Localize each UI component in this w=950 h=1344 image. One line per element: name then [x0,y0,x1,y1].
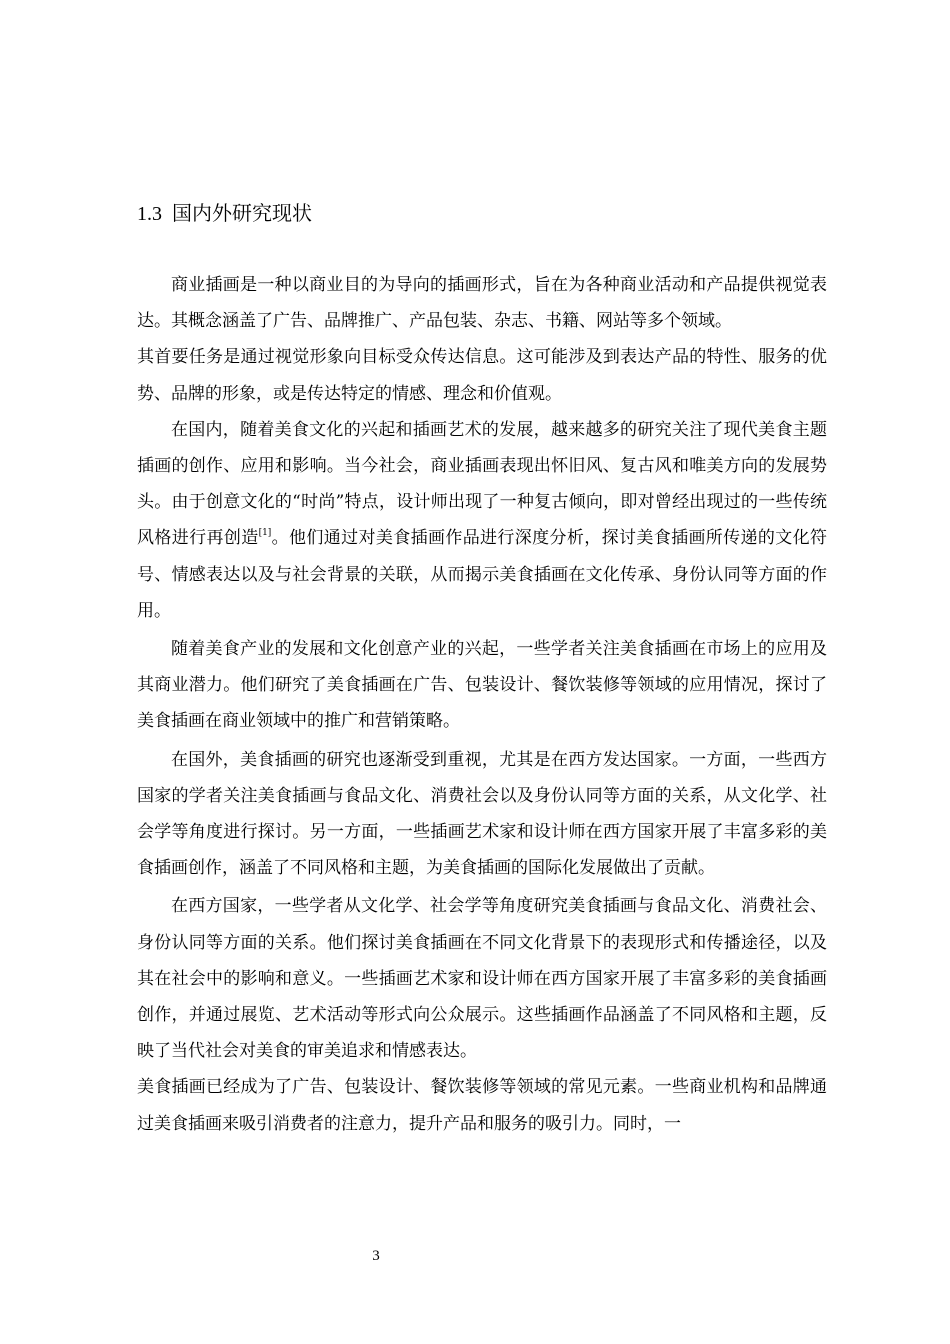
paragraph-domestic-research [137,412,827,629]
paragraph-commercial-illustration-definition: 商业插画是一种以商业目的为导向的插画形式，旨在为各种商业活动和产品提供视觉表达。其概念涵盖了广告、品牌推广、产品包装、杂志、书籍、网站等多个领域。 [137,275,827,332]
paragraph-commercial-elements: 美食插画已经成为了广告、包装设计、餐饮装修等领域的常见元素。一些商业机构和品牌通过美食插画来吸引消费者的注意力，提升产品和服务的吸引力。同时，一 [137,1077,827,1134]
paragraph-foreign-research: 在国外，美食插画的研究也逐渐受到重视，尤其是在西方发达国家。一方面，一些西方国家的学者关注美食插画与食品文化、消费社会以及身份认同等方面的关系，从文化学、社会学等角度进行探讨。另一方面，一些插画艺术家和设计师在西方国家开展了丰富多彩的美食插画创作，涵盖了不同风格和主题，为美食插画的国际化发展做出了贡献。 [137,749,827,879]
paragraph-primary-task: 其首要任务是通过视觉形象向目标受众传达信息。这可能涉及到表达产品的特性、服务的优势、品牌的形象，或是传达特定的情感、理念和价值观。 [137,347,827,404]
paragraph-market-application: 随着美食产业的发展和文化创意产业的兴起，一些学者关注美食插画在市场上的应用及其商业潜力。他们研究了美食插画在广告、包装设计、餐饮装修等领域的应用情况，探讨了美食插画在商业领域中的推广和营销策略。 [137,639,827,732]
citation-reference: [1] [258,527,272,538]
section-title: 国内外研究现状 [172,201,312,225]
section-number: 1.3 [137,203,162,225]
body-text [137,267,827,1142]
domestic-research-text-a: 在国内，随着美食文化的兴起和插画艺术的发展，越来越多的研究关注了现代美食主题插画的创作、应用和影响。当今社会，商业插画表现出怀旧风、复古风和唯美方向的发展势头。由于创意文化的“时尚”特点，设计师出现了一种复古倾向，即对曾经出现过的一些传统风格进行再创造 [137,419,827,549]
section-heading [137,198,312,229]
domestic-research-text-b: 。他们通过对美食插画作品进行深度分析，探讨美食插画所传递的文化符号、情感表达以及与社会背景的关联，从而揭示美食插画在文化传承、身份认同等方面的作用。 [137,528,828,621]
paragraph-western-scholars: 在西方国家，一些学者从文化学、社会学等角度研究美食插画与食品文化、消费社会、身份认同等方面的关系。他们探讨美食插画在不同文化背景下的表现形式和传播途径，以及其在社会中的影响和意义。一些插画艺术家和设计师在西方国家开展了丰富多彩的美食插画创作，并通过展览、艺术活动等形式向公众展示。这些插画作品涵盖了不同风格和主题，反映了当代社会对美食的审美追求和情感表达。 [137,896,827,1062]
page-number: 3 [372,1248,380,1264]
